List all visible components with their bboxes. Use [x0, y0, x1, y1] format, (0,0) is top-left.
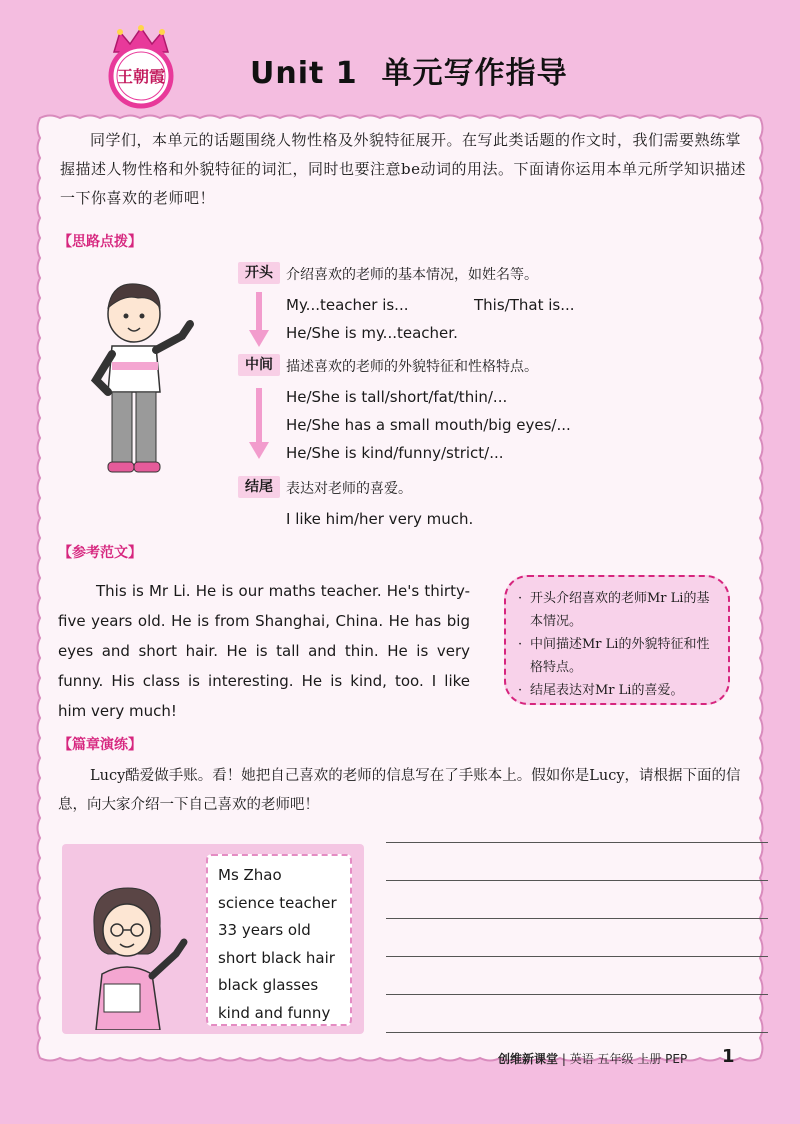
info-line: kind and funny [218, 1003, 331, 1022]
arrow-down-icon [247, 388, 271, 460]
writing-line[interactable] [386, 880, 768, 881]
tag-end: 结尾 [238, 476, 280, 498]
intro-paragraph: 同学们，本单元的话题围绕人物性格及外貌特征展开。在写此类话题的作文时，我们需要熟练掌握描述人物性格和外貌特征的词汇，同时也要注意be动词的用法。下面请你运用本单元所学知识描述一下你喜欢的老师吧！ [60, 131, 746, 207]
info-line: science teacher [218, 893, 337, 912]
info-line: 33 years old [218, 921, 311, 939]
exercise-prompt: Lucy酷爱做手账。看！她把自己喜欢的老师的信息写在了手账本上。假如你是Lucy，请根据下面的信息，向大家介绍一下自己喜欢的老师吧！ [58, 768, 741, 813]
info-box [206, 854, 352, 1026]
phrase-start-1: My...teacher is... [286, 296, 409, 314]
footer-series: 创维新课堂 [498, 1052, 559, 1066]
note-text: 中间描述Mr Li的外貌特征和性格特点。 [530, 637, 710, 675]
page-header [0, 0, 800, 108]
logo-text: 王朝霞 [116, 67, 166, 86]
info-line: black glasses [218, 976, 319, 994]
note-text: 开头介绍喜欢的老师Mr Li的基本情况。 [530, 591, 710, 629]
middle-text: 描述喜欢的老师的外貌特征和性格特点。 [286, 359, 538, 375]
page-footer [498, 1050, 687, 1067]
note-item: · 开头介绍喜欢的老师Mr Li的基本情况。 [518, 587, 720, 633]
sample-essay: This is Mr Li. He is our maths teacher. He's thirty-five years old. He is from Shanghai, China. He has big eyes and short hair. He is tall and thin. He is very funny. His class is interesting. He is kind, too. I like him very much! [58, 582, 470, 720]
phrase-middle-1: He/She is tall/short/fat/thin/... [286, 388, 508, 406]
footer-details: 英语 五年级 上册 PEP [569, 1052, 688, 1066]
content-area [30, 108, 770, 1068]
arrow-down-icon [247, 292, 271, 348]
section-thinking: 【思路点拨】 [58, 234, 142, 250]
note-item: · 中间描述Mr Li的外貌特征和性格特点。 [518, 633, 720, 679]
phrase-start-2: This/That is... [474, 296, 575, 314]
page-title [250, 48, 568, 92]
title-cn: 单元写作指导 [381, 56, 568, 91]
section-sample: 【参考范文】 [58, 545, 142, 561]
info-line: short black hair [218, 948, 335, 967]
writing-line[interactable] [386, 956, 768, 957]
phrase-middle-2: He/She has a small mouth/big eyes/... [286, 416, 571, 434]
start-text: 介绍喜欢的老师的基本情况，如姓名等。 [286, 267, 538, 283]
phrase-middle-3: He/She is kind/funny/strict/... [286, 444, 504, 462]
phrase-start-3: He/She is my...teacher. [286, 324, 458, 342]
publisher-logo [96, 22, 186, 112]
section-practice: 【篇章演练】 [58, 737, 142, 753]
tag-start: 开头 [238, 262, 280, 284]
phrase-end-1: I like him/her very much. [286, 510, 474, 528]
note-item: · 结尾表达对Mr Li的喜爱。 [518, 679, 720, 702]
writing-line[interactable] [386, 1032, 768, 1033]
note-box [504, 575, 730, 705]
note-text: 结尾表达对Mr Li的喜爱。 [530, 683, 684, 698]
footer-separator: | [561, 1052, 566, 1066]
teacher-illustration [72, 880, 192, 1030]
page-number: 1 [722, 1046, 735, 1067]
info-line: Ms Zhao [218, 866, 282, 884]
writing-line[interactable] [386, 842, 768, 843]
writing-line[interactable] [386, 918, 768, 919]
title-unit: Unit 1 [250, 56, 358, 91]
end-text: 表达对老师的喜爱。 [286, 481, 412, 497]
tag-middle: 中间 [238, 354, 280, 376]
boy-illustration [82, 276, 202, 486]
writing-line[interactable] [386, 994, 768, 995]
